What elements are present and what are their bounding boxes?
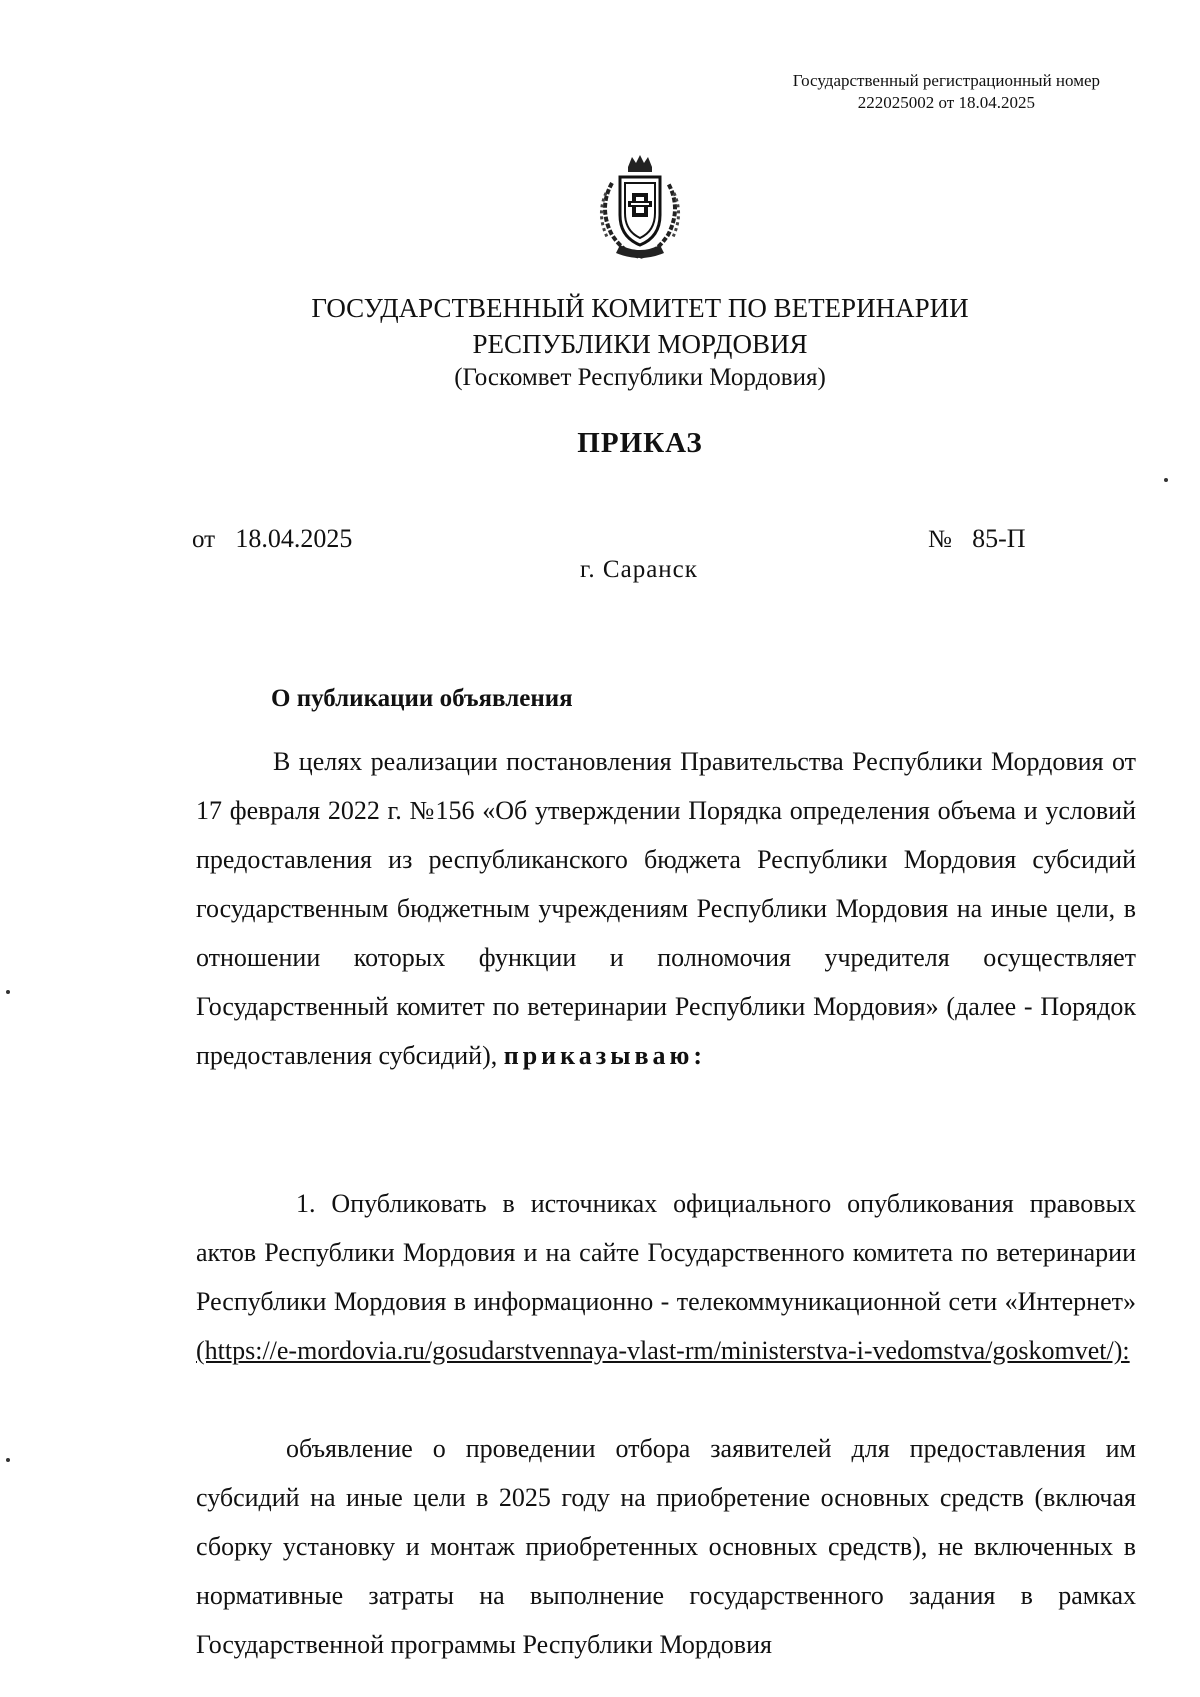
document-city: г. Саранск xyxy=(580,556,698,583)
organization-short-name: (Госкомвет Республики Мордовия) xyxy=(454,364,826,391)
registration-label: Государственный регистрационный номер xyxy=(792,71,1100,90)
number-value: 85-П xyxy=(972,524,1026,553)
scan-speck xyxy=(6,990,10,994)
document-type-title: ПРИКАЗ xyxy=(577,427,703,459)
date-prefix: от xyxy=(192,526,216,553)
registration-number-block xyxy=(793,70,1100,114)
body-paragraph-announcement xyxy=(196,1424,1136,1669)
number-prefix: № xyxy=(928,526,952,553)
coat-of-arms-icon xyxy=(590,153,690,263)
document-number xyxy=(928,524,1026,554)
date-value: 18.04.2025 xyxy=(235,524,353,553)
announcement-text: объявление о проведении отбора заявителей для предоставления им субсидий на иные цели в 2025 году на приобретение основных средств (включая сборку установку и монтаж приобретенных основных средств), не включенных в нормативные затраты на выполнение государственного задания в рамках Государственной программы Республики Мордовия xyxy=(196,1434,1136,1659)
scan-speck xyxy=(1164,478,1168,482)
website-link[interactable]: (https://e-mordovia.ru/gosudarstvennaya-vlast-rm/ministerstva-i-vedomstva/goskomvet/): xyxy=(196,1336,1130,1365)
registration-number: 222025002 от 18.04.2025 xyxy=(857,93,1035,112)
order-word: приказываю: xyxy=(503,1041,707,1070)
body-paragraph-preamble xyxy=(196,737,1136,1080)
organization-name-line2: РЕСПУБЛИКИ МОРДОВИЯ xyxy=(472,329,808,359)
scan-speck xyxy=(6,1458,10,1462)
organization-name-line1: ГОСУДАРСТВЕННЫЙ КОМИТЕТ ПО ВЕТЕРИНАРИИ xyxy=(311,293,969,323)
document-subject: О публикации объявления xyxy=(271,685,573,712)
item-1-text: 1. Опубликовать в источниках официального опубликования правовых актов Республики Мордовия и на сайте Государственного комитета по ветеринарии Республики Мордовия в информационно - телекоммуникационной сети «Интернет» xyxy=(196,1189,1136,1316)
document-date xyxy=(192,524,352,554)
body-paragraph-item-1 xyxy=(196,1179,1136,1375)
preamble-text: В целях реализации постановления Правительства Республики Мордовия от 17 февраля 2022 г. №156 «Об утверждении Порядка определения объема и условий предоставления из республиканского бюджета Республики Мордовия субсидий государственным бюджетным учреждениям Республики Мордовия на иные цели, в отношении которых функции и полномочия учредителя осуществляет Государственный комитет по ветеринарии Республики Мордовия» (далее - Порядок предоставления субсидий), xyxy=(196,747,1136,1070)
